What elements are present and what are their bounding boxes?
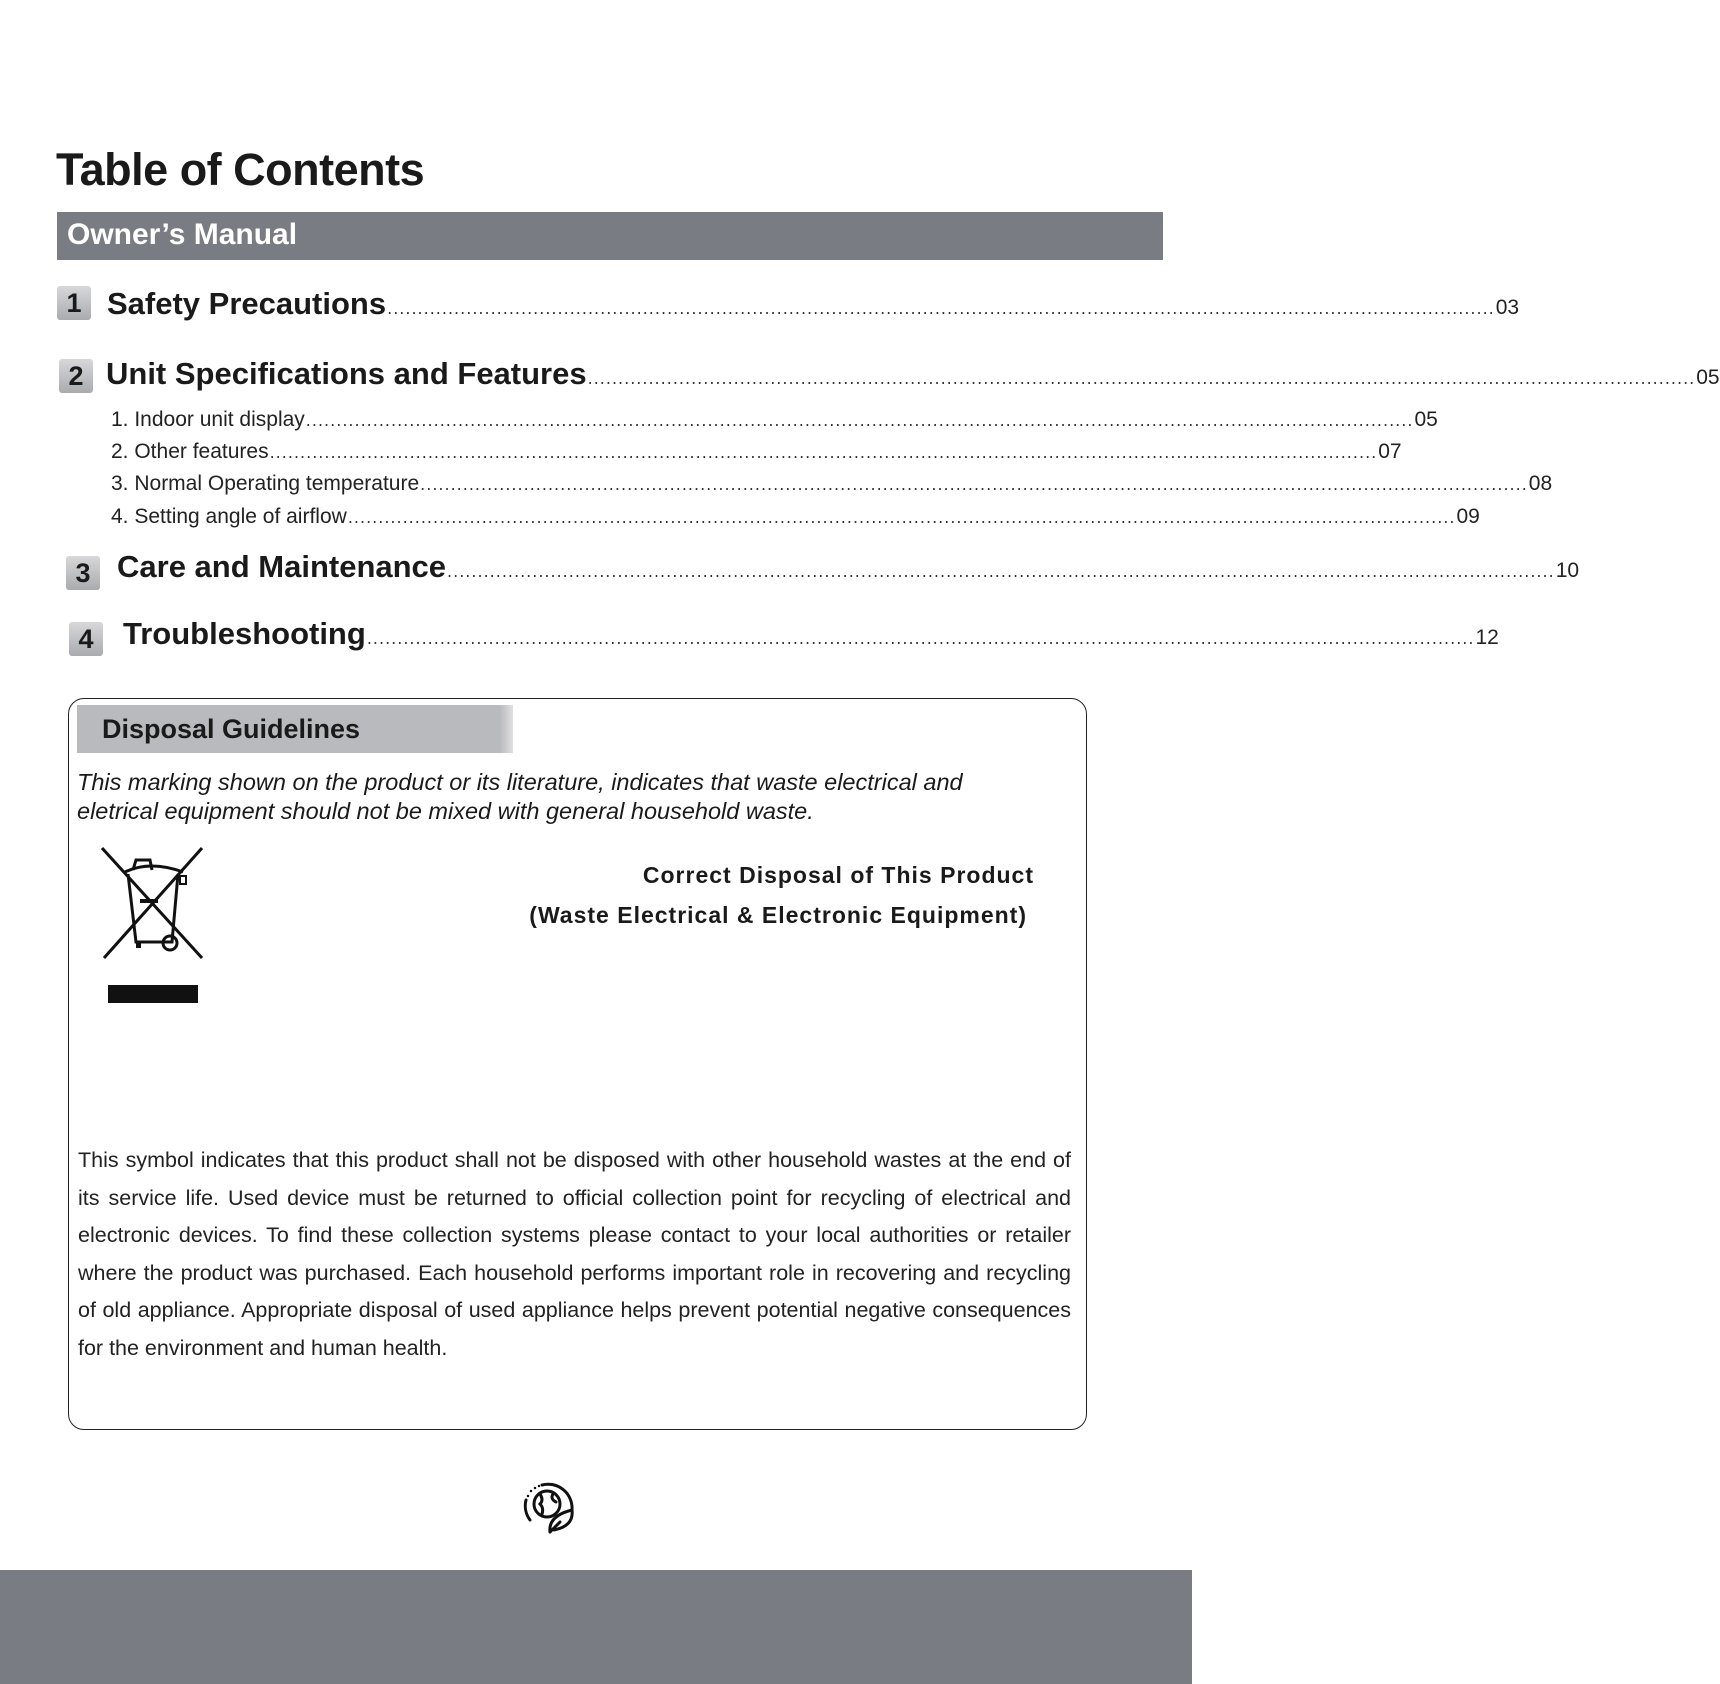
toc-entry-care[interactable] (117, 549, 1580, 585)
footer-band (0, 1570, 1192, 1684)
disposal-heading-band (77, 705, 513, 753)
toc-page: 07 (1378, 440, 1402, 463)
dot-leader: ...................................................................................................................................................................................... (587, 369, 1696, 388)
dot-leader: ...................................................................................................................................................................................... (447, 562, 1555, 581)
band-label: Owner’s Manual (67, 218, 298, 251)
dot-leader: ...................................................................................................................................................................................... (387, 299, 1495, 318)
toc-entry-safety[interactable] (107, 286, 1520, 322)
toc-label: Safety Precautions (107, 286, 387, 321)
toc-label: 2. Other features (111, 440, 269, 463)
toc-label: 1. Indoor unit display (111, 408, 305, 431)
toc-label: Unit Specifications and Features (106, 356, 587, 391)
toc-subentry[interactable] (111, 472, 1553, 496)
toc-label: Troubleshooting (123, 616, 366, 651)
disposal-heading: Disposal Guidelines (102, 714, 361, 744)
dot-leader: ...................................................................................................................................................................................... (347, 508, 1456, 527)
correct-disposal-subtitle: (Waste Electrical & Electronic Equipment) (529, 902, 1027, 928)
disposal-body-text: This symbol indicates that this product shall not be disposed with other household wastes at the end of its service life. Used device must be returned to official collection point for recycling of electrical and electronic devices. To find these collection systems please contact to your local authorities or retailer where the product was purchased. Each household performs important role in recovering and recycling of old appliance. Appropriate disposal of used appliance helps prevent potential negative consequences for the environment and human health. (78, 1148, 1071, 1360)
correct-disposal-title: Correct Disposal of This Product (642, 862, 1034, 888)
section-number: 4 (69, 622, 103, 656)
owners-manual-band (57, 212, 1163, 260)
crossed-out-wheelie-bin-icon (100, 846, 206, 962)
dot-leader: ...................................................................................................................................................................................... (269, 443, 1378, 462)
section-number: 1 (57, 286, 91, 320)
toc-page: 03 (1495, 296, 1520, 319)
marking-text-line1: This marking shown on the product or its literature, indicates that waste electrical and (77, 769, 963, 795)
dot-leader: ...................................................................................................................................................................................... (420, 475, 1528, 494)
section-number: 3 (66, 556, 100, 590)
eco-globe-leaf-icon (520, 1480, 578, 1538)
toc-subentry[interactable] (111, 408, 1438, 432)
toc-page: 12 (1475, 626, 1499, 649)
bin-underline-bar (108, 985, 198, 1003)
toc-label: 4. Setting angle of airflow (111, 505, 347, 528)
toc-page: 09 (1456, 505, 1480, 528)
toc-entry-specifications[interactable] (106, 356, 1720, 392)
toc-label: Care and Maintenance (117, 549, 447, 584)
toc-page: 05 (1414, 408, 1438, 431)
toc-subentry[interactable] (111, 505, 1480, 529)
toc-subentry[interactable] (111, 440, 1402, 464)
dot-leader: ...................................................................................................................................................................................... (305, 411, 1414, 430)
page-title: Table of Contents (56, 144, 425, 195)
toc-entry-troubleshooting[interactable] (123, 616, 1499, 652)
toc-page: 05 (1696, 366, 1720, 389)
toc-label: 3. Normal Operating temperature (111, 472, 420, 495)
dot-leader: ...................................................................................................................................................................................... (366, 629, 1475, 648)
toc-page: 08 (1528, 472, 1553, 495)
marking-text-line2: eletrical equipment should not be mixed with general household waste. (77, 798, 814, 824)
section-number: 2 (59, 359, 93, 393)
toc-page: 10 (1555, 559, 1580, 582)
